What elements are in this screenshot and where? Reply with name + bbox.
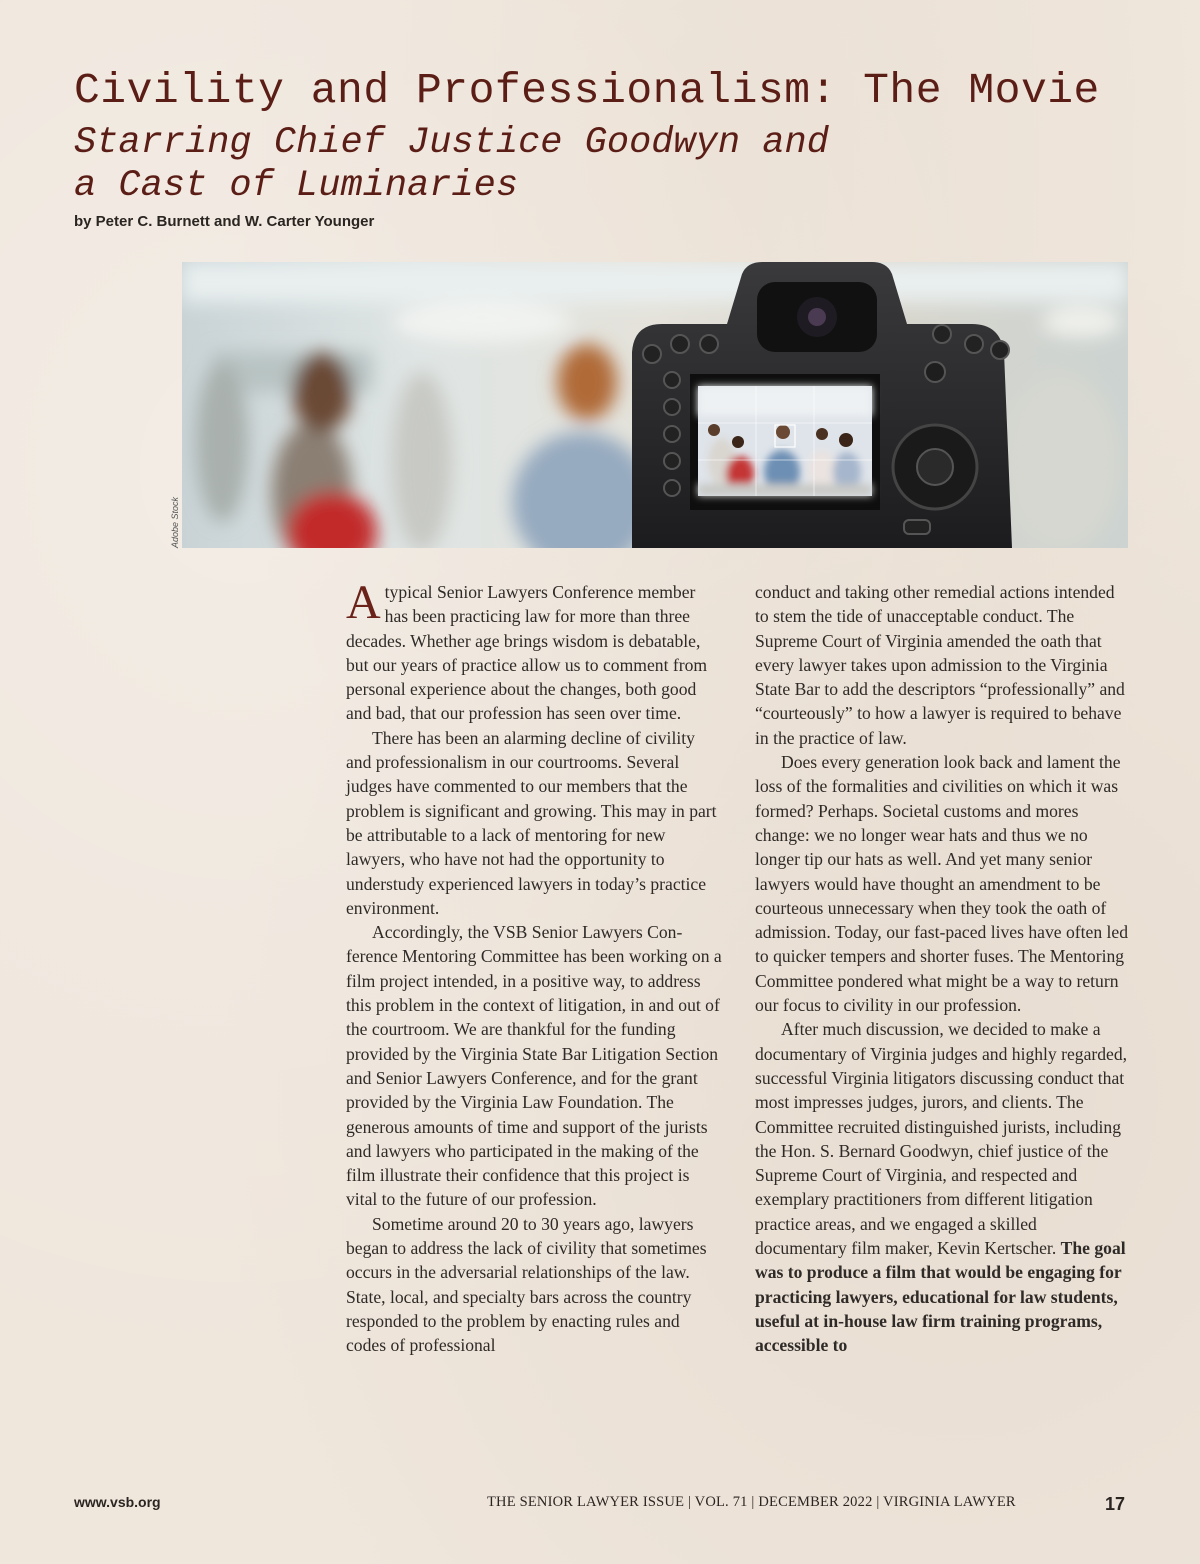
article-subtitle xyxy=(74,122,829,208)
subtitle-line-2: a Cast of Luminaries xyxy=(74,165,519,207)
paragraph-bold-text: The goal was to produce a film that would be engaging for practicing lawyers, educational for law students, useful at in-house law firm training programs, accessible to xyxy=(755,1238,1126,1356)
footer-issue-line: THE SENIOR LAWYER ISSUE | VOL. 71 | DECEMBER 2022 | VIRGINIA LAWYER xyxy=(487,1494,1016,1510)
article-byline: by Peter C. Burnett and W. Carter Younger xyxy=(74,213,375,230)
body-paragraph: There has been an alarming decline of civility and professionalism in our courtrooms. Several judges have commented to our members that the problem is significant and growing. This may in part be attributable to a lack of mentoring for new lawyers, who have not had the opportunity to understudy experienced lawyers in today’s practice environment. xyxy=(346,727,717,918)
paragraph-text: After much discussion, we decided to make a documentary of Virginia judges and highly regarded, successful Virginia litigators discussing conduct that most impresses judges, jurors, and clients. The Committee recruited distinguished jurists, including the Hon. S. Bernard Goodwyn, chief justice of the Supreme Court of Virginia, and respected and exemplary practitioners from different litigation practice areas, and we engaged a skilled documentary film maker, Kevin Kertscher. xyxy=(755,1019,1128,1259)
body-column-2 xyxy=(755,580,1131,1358)
body-paragraph: Accordingly, the VSB Senior Lawyers Conference Mentoring Committee has been working on a film project intended, in a positive way, to address this problem in the context of litigation, in and out of the courtroom. We are thankful for the funding provided by the Virginia State Bar Litigation Section and Senior Lawyers Conference, and for the grant provided by the Virginia Law Foundation. The generous amounts of time and support of the jurists and lawyers who participated in the making of the film illustrate their confidence that this project is vital to the future of our profession. xyxy=(346,922,722,1210)
paragraph-text: typical Senior Lawyers Conference member has been practicing law for more than three decades. Whether age brings wisdom is debatable, but our years of practice allow us to comment from personal experience about the changes, both good and bad, that our profession has seen over time. xyxy=(346,582,708,724)
body-paragraph: conduct and taking other remedial actions intended to stem the tide of unacceptable conduct. The Supreme Court of Virginia amended the oath that every lawyer takes upon admission to the Virginia State Bar to add the descriptors “professionally” and “courteously” to how a lawyer is required to behave in the practice of law. xyxy=(755,582,1125,748)
footer-website: www.vsb.org xyxy=(74,1494,161,1510)
body-paragraph xyxy=(755,1017,1131,1357)
camera-photo-illustration xyxy=(182,262,1128,548)
page-number: 17 xyxy=(1105,1494,1126,1514)
hero-photo xyxy=(182,262,1128,548)
drop-cap: A xyxy=(346,576,381,629)
photo-credit: Adobe Stock xyxy=(170,496,180,548)
body-paragraph xyxy=(346,576,722,726)
body-column-1 xyxy=(346,576,722,1358)
body-paragraph: Does every generation look back and lament the loss of the formalities and civilities on which it was formed? Perhaps. Societal customs and mores change: we no longer wear hats and thus we no longer tip our hats as well. And yet many senior lawyers would have thought an amendment to be courteous unnecessary when they took the oath of admission. Today, our fast-paced lives have often led to quicker tempers and shorter fuses. The Mentoring Committee pondered what might be a way to return our focus to civility in our profession. xyxy=(755,752,1129,1016)
article-title: Civility and Professionalism: The Movie xyxy=(74,66,1100,115)
subtitle-line-1: Starring Chief Justice Goodwyn and xyxy=(74,122,829,164)
body-paragraph: Sometime around 20 to 30 years ago, lawyers began to address the lack of civility that sometimes occurs in the adversarial relationships of the law. State, local, and specialty bars across the country responded to the problem by enacting rules and codes of professional xyxy=(346,1213,707,1356)
